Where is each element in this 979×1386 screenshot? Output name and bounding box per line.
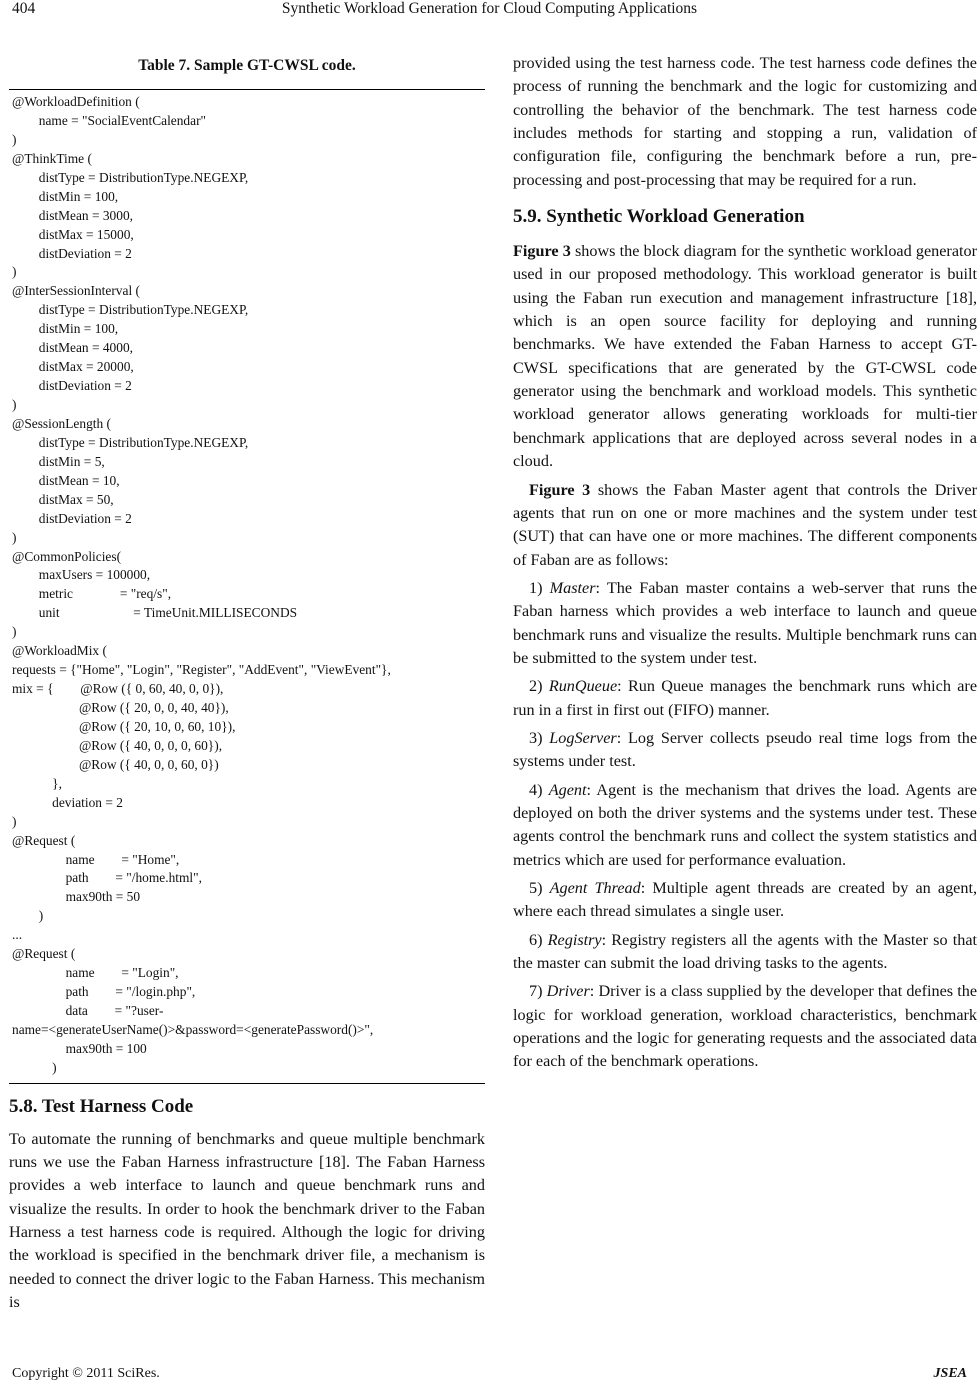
item-text: : Run Queue manages the benchmark runs which are run in a first in first out (FIFO) manner. (513, 677, 977, 719)
item-term: Agent Thread (549, 879, 641, 897)
section-heading-synthetic-workload: 5.9. Synthetic Workload Generation (513, 206, 805, 228)
code-line: ) (12, 624, 17, 640)
item-term: LogServer (549, 728, 617, 747)
code-line: @WorkloadMix ( (12, 643, 107, 659)
code-line: ) (12, 529, 17, 545)
component-list (513, 577, 977, 1074)
code-line: path = "/login.php", (12, 984, 196, 1000)
page-header (12, 0, 967, 24)
journal-abbrev: JSEA (933, 1366, 967, 1381)
code-line: @WorkloadDefinition ( (12, 94, 140, 109)
code-line: distMax = 20000, (12, 359, 134, 375)
right-column (513, 52, 977, 1079)
code-listing (9, 89, 485, 1084)
code-line: ) (12, 131, 17, 147)
item-number: 1) (529, 578, 550, 597)
list-item (513, 877, 977, 924)
code-line: @Row ({ 20, 10, 0, 60, 10}), (12, 718, 236, 734)
item-text: : Agent is the mechanism that drives the load. Agents are deployed on both the driver systems and the systems under test. These agents control the benchmark runs and collect the system statistics and metrics which are used for performance evaluation. (513, 780, 977, 869)
code-line: ) (12, 813, 17, 829)
item-term: Master (549, 578, 596, 597)
code-line: distDeviation = 2 (12, 510, 132, 526)
code-line: @Row ({ 40, 0, 0, 0, 60}), (12, 737, 223, 753)
code-line: distMax = 15000, (12, 226, 134, 242)
code-line: @SessionLength ( (12, 415, 111, 431)
code-line: @Request ( (12, 832, 76, 848)
code-line: deviation = 2 (12, 794, 123, 810)
list-item (513, 727, 977, 774)
code-line: distMin = 5, (12, 453, 105, 469)
copyright-notice: Copyright © 2011 SciRes. (12, 1366, 160, 1381)
paragraph-figure3-intro: Figure 3 shows the block diagram for the synthetic workload generator used in our proposed methodology. This workload generator is built using the Faban run execution and management infrastructure [18], which is an open source facility for deploying and running benchmarks. We have extended the Faban Harness to accept GT-CWSL specifications that are generated by the GT-CWSL code generator using the benchmark and workload models. This synthetic workload generator allows generating workloads for multi-tier benchmark applications that are deployed across several nodes in a cloud. (513, 242, 977, 471)
section-heading-test-harness: 5.8. Test Harness Code (9, 1095, 194, 1117)
code-line: metric = "req/s", (12, 586, 172, 602)
paragraph-test-harness: To automate the running of benchmarks and queue multiple benchmark runs we use the Faban Harness infrastructure [18]. The Faban Harness provides a web interface to launch and queue benchmark runs and visualize the results. In order to hook the benchmark driver to the Faban Harness a test harness code is required. Although the logic for driving the workload is specified in the benchmark driver file, a mechanism is needed to connect the driver logic to the Faban Harness. This mechanism is (9, 1129, 485, 1312)
code-line: @Request ( (12, 946, 76, 962)
item-number: 3) (529, 728, 550, 747)
item-number: 7) (529, 982, 547, 1001)
code-line: @Row ({ 20, 0, 0, 40, 40}), (12, 700, 229, 715)
item-text: : Log Server collects pseudo real time logs from the systems under test. (513, 728, 978, 771)
code-line: data = "?user- (12, 1003, 164, 1018)
item-term: RunQueue (548, 677, 618, 696)
code-line: ... (12, 927, 23, 943)
item-text: : Multiple agent threads are created by an agent, where each thread simulates a single user. (513, 879, 977, 921)
code-line: distDeviation = 2 (12, 378, 132, 394)
table-caption: Table 7. Sample GT-CWSL code. (138, 57, 356, 74)
code-line: distMean = 10, (12, 472, 120, 488)
item-term: Registry (547, 930, 602, 949)
item-term: Agent (548, 780, 587, 799)
code-line: name = "SocialEventCalendar" (12, 112, 206, 128)
code-line: ) (12, 1059, 57, 1075)
code-line: ) (12, 908, 44, 924)
code-line: distMax = 50, (12, 491, 114, 507)
item-text: : Registry registers all the agents with the Master so that the master can submit the load driving tasks to the agents. (513, 930, 977, 973)
code-line: distType = DistributionType.NEGEXP, (12, 302, 249, 318)
code-line: distType = DistributionType.NEGEXP, (12, 169, 249, 185)
code-line: distMin = 100, (12, 321, 119, 337)
code-line: ) (12, 397, 17, 412)
list-item (513, 577, 977, 670)
code-line: mix = { @Row ({ 0, 60, 40, 0, 0}), (12, 681, 224, 697)
code-line: distType = DistributionType.NEGEXP, (12, 434, 249, 450)
code-line: name = "Home", (12, 851, 180, 867)
code-line: }, (12, 775, 62, 791)
running-title: Synthetic Workload Generation for Cloud Computing Applications (281, 0, 698, 17)
code-line: path = "/home.html", (12, 870, 202, 886)
code-line: distDeviation = 2 (12, 245, 132, 261)
code-line: distMin = 100, (12, 188, 119, 204)
item-number: 4) (529, 780, 549, 799)
code-line: max90th = 50 (12, 889, 141, 905)
code-line: maxUsers = 100000, (12, 567, 151, 583)
code-line: distMean = 4000, (12, 340, 133, 356)
list-item (513, 980, 977, 1073)
item-number: 6) (529, 930, 548, 949)
figure-ref: Figure 3 (529, 480, 591, 499)
paragraph-figure3-master: Figure 3 shows the Faban Master agent that controls the Driver agents that run on one or more machines and the system under test (SUT) that can have one or more machines. The different components of Faban are as follows: (513, 480, 978, 569)
paragraph-continuation: provided using the test harness code. The test harness code defines the process of running the benchmark and the logic for customizing and controlling the behavior of the benchmark. The test harness code includes methods for starting and stopping a run, validation of configuration file, configuring the benchmark before a run, pre-processing and post-processing that may be required for a run. (513, 54, 977, 189)
code-line: distMean = 3000, (12, 207, 133, 223)
figure-ref: Figure 3 (513, 242, 571, 261)
list-item (513, 779, 977, 872)
left-column (9, 52, 485, 1315)
code-line: @Row ({ 40, 0, 0, 60, 0}) (12, 756, 219, 772)
list-item (513, 929, 977, 976)
code-line: @CommonPolicies( (12, 548, 122, 564)
code-line: requests = {"Home", "Login", "Register", "AddEvent", "ViewEvent"}, (12, 662, 391, 678)
item-number: 2) (529, 677, 549, 696)
code-line: max90th = 100 (12, 1040, 147, 1056)
code-line: ) (12, 264, 17, 280)
item-term: Driver (546, 982, 590, 1001)
code-line: unit = TimeUnit.MILLISECONDS (12, 605, 298, 621)
code-line: name = "Login", (12, 965, 179, 981)
item-text: : Driver is a class supplied by the developer that defines the logic for workload generation, workload characteristics, benchmark operations and the logic for generating requests and the associated data for each of the benchmark operations. (513, 982, 978, 1071)
list-item (513, 675, 977, 722)
code-line: @ThinkTime ( (12, 150, 92, 166)
code-line: @InterSessionInterval ( (12, 283, 140, 299)
item-text: : The Faban master contains a web-server that runs the Faban harness which provides a web interface to launch and queue benchmark runs and visualize the results. Multiple benchmark runs can be submitted to the system under test. (513, 578, 978, 667)
page-number: 404 (12, 0, 36, 17)
code-line: name=<generateUserName()>&password=<generatePassword()>", (12, 1021, 374, 1037)
item-number: 5) (529, 879, 550, 897)
